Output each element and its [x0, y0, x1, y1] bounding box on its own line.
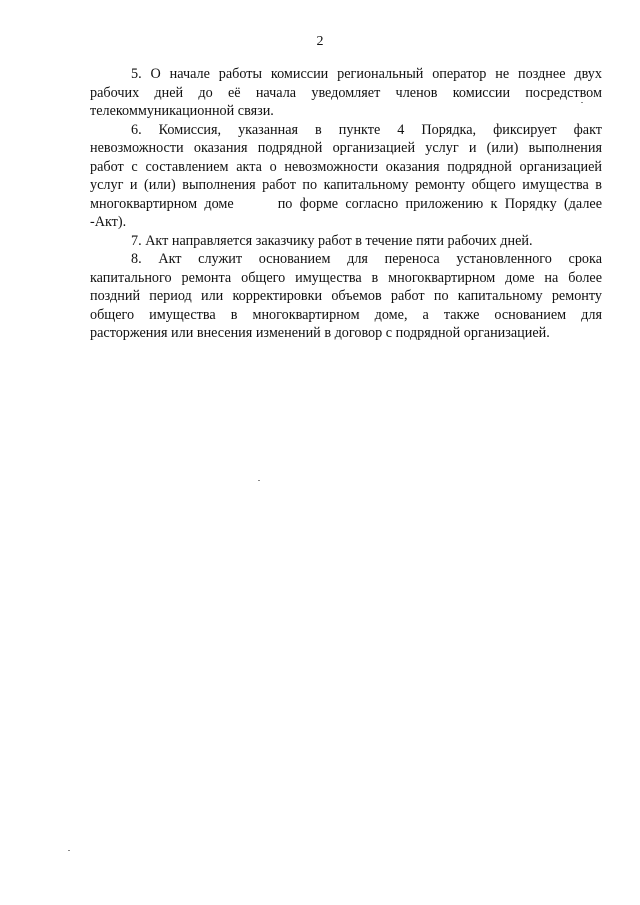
scan-speck [258, 480, 260, 481]
scan-speck [68, 850, 70, 851]
text-line: невозможности оказания подрядной организацией услуг и (или) выполнения [90, 140, 602, 156]
text-line: работ с составлением акта о невозможности оказания подрядной организацией [90, 158, 602, 175]
text-line: расторжения или внесения изменений в договор с подрядной организацией. [90, 325, 550, 341]
text-line: 5. О начале работы комиссии региональный оператор не позднее двух [131, 66, 602, 82]
paragraph-6 [90, 121, 602, 232]
text-line: -Акт). [90, 214, 127, 230]
scan-speck [581, 102, 583, 103]
text-line: рабочих дней до её начала уведомляет членов комиссии посредством [90, 84, 602, 101]
paragraph-5 [90, 65, 602, 121]
paragraph-8 [90, 250, 602, 343]
text-fragment: по форме согласно приложению к Порядку (далее [277, 195, 602, 212]
text-fragment: многоквартирном доме [90, 195, 234, 212]
text-line: капитального ремонта общего имущества в многоквартирном доме на более [90, 269, 602, 286]
text-line: поздний период или корректировки объемов работ по капитальному ремонту [90, 288, 602, 304]
text-line: 8. Акт служит основанием для переноса установленного срока [131, 251, 602, 267]
text-line: общего имущества в многоквартирном доме, а также основанием для [90, 306, 602, 323]
page-number: 2 [316, 34, 324, 49]
text-line: 6. Комиссия, указанная в пункте 4 Порядка, фиксирует факт [131, 121, 602, 138]
text-line: услуг и (или) выполнения работ по капитальному ремонту общего имущества в [90, 177, 602, 193]
text-line: телекоммуникационной связи. [90, 103, 274, 119]
text-line-split [90, 195, 602, 214]
document-body [90, 65, 602, 343]
paragraph-7 [90, 232, 602, 251]
text-line: 7. Акт направляется заказчику работ в течение пяти рабочих дней. [131, 232, 533, 249]
